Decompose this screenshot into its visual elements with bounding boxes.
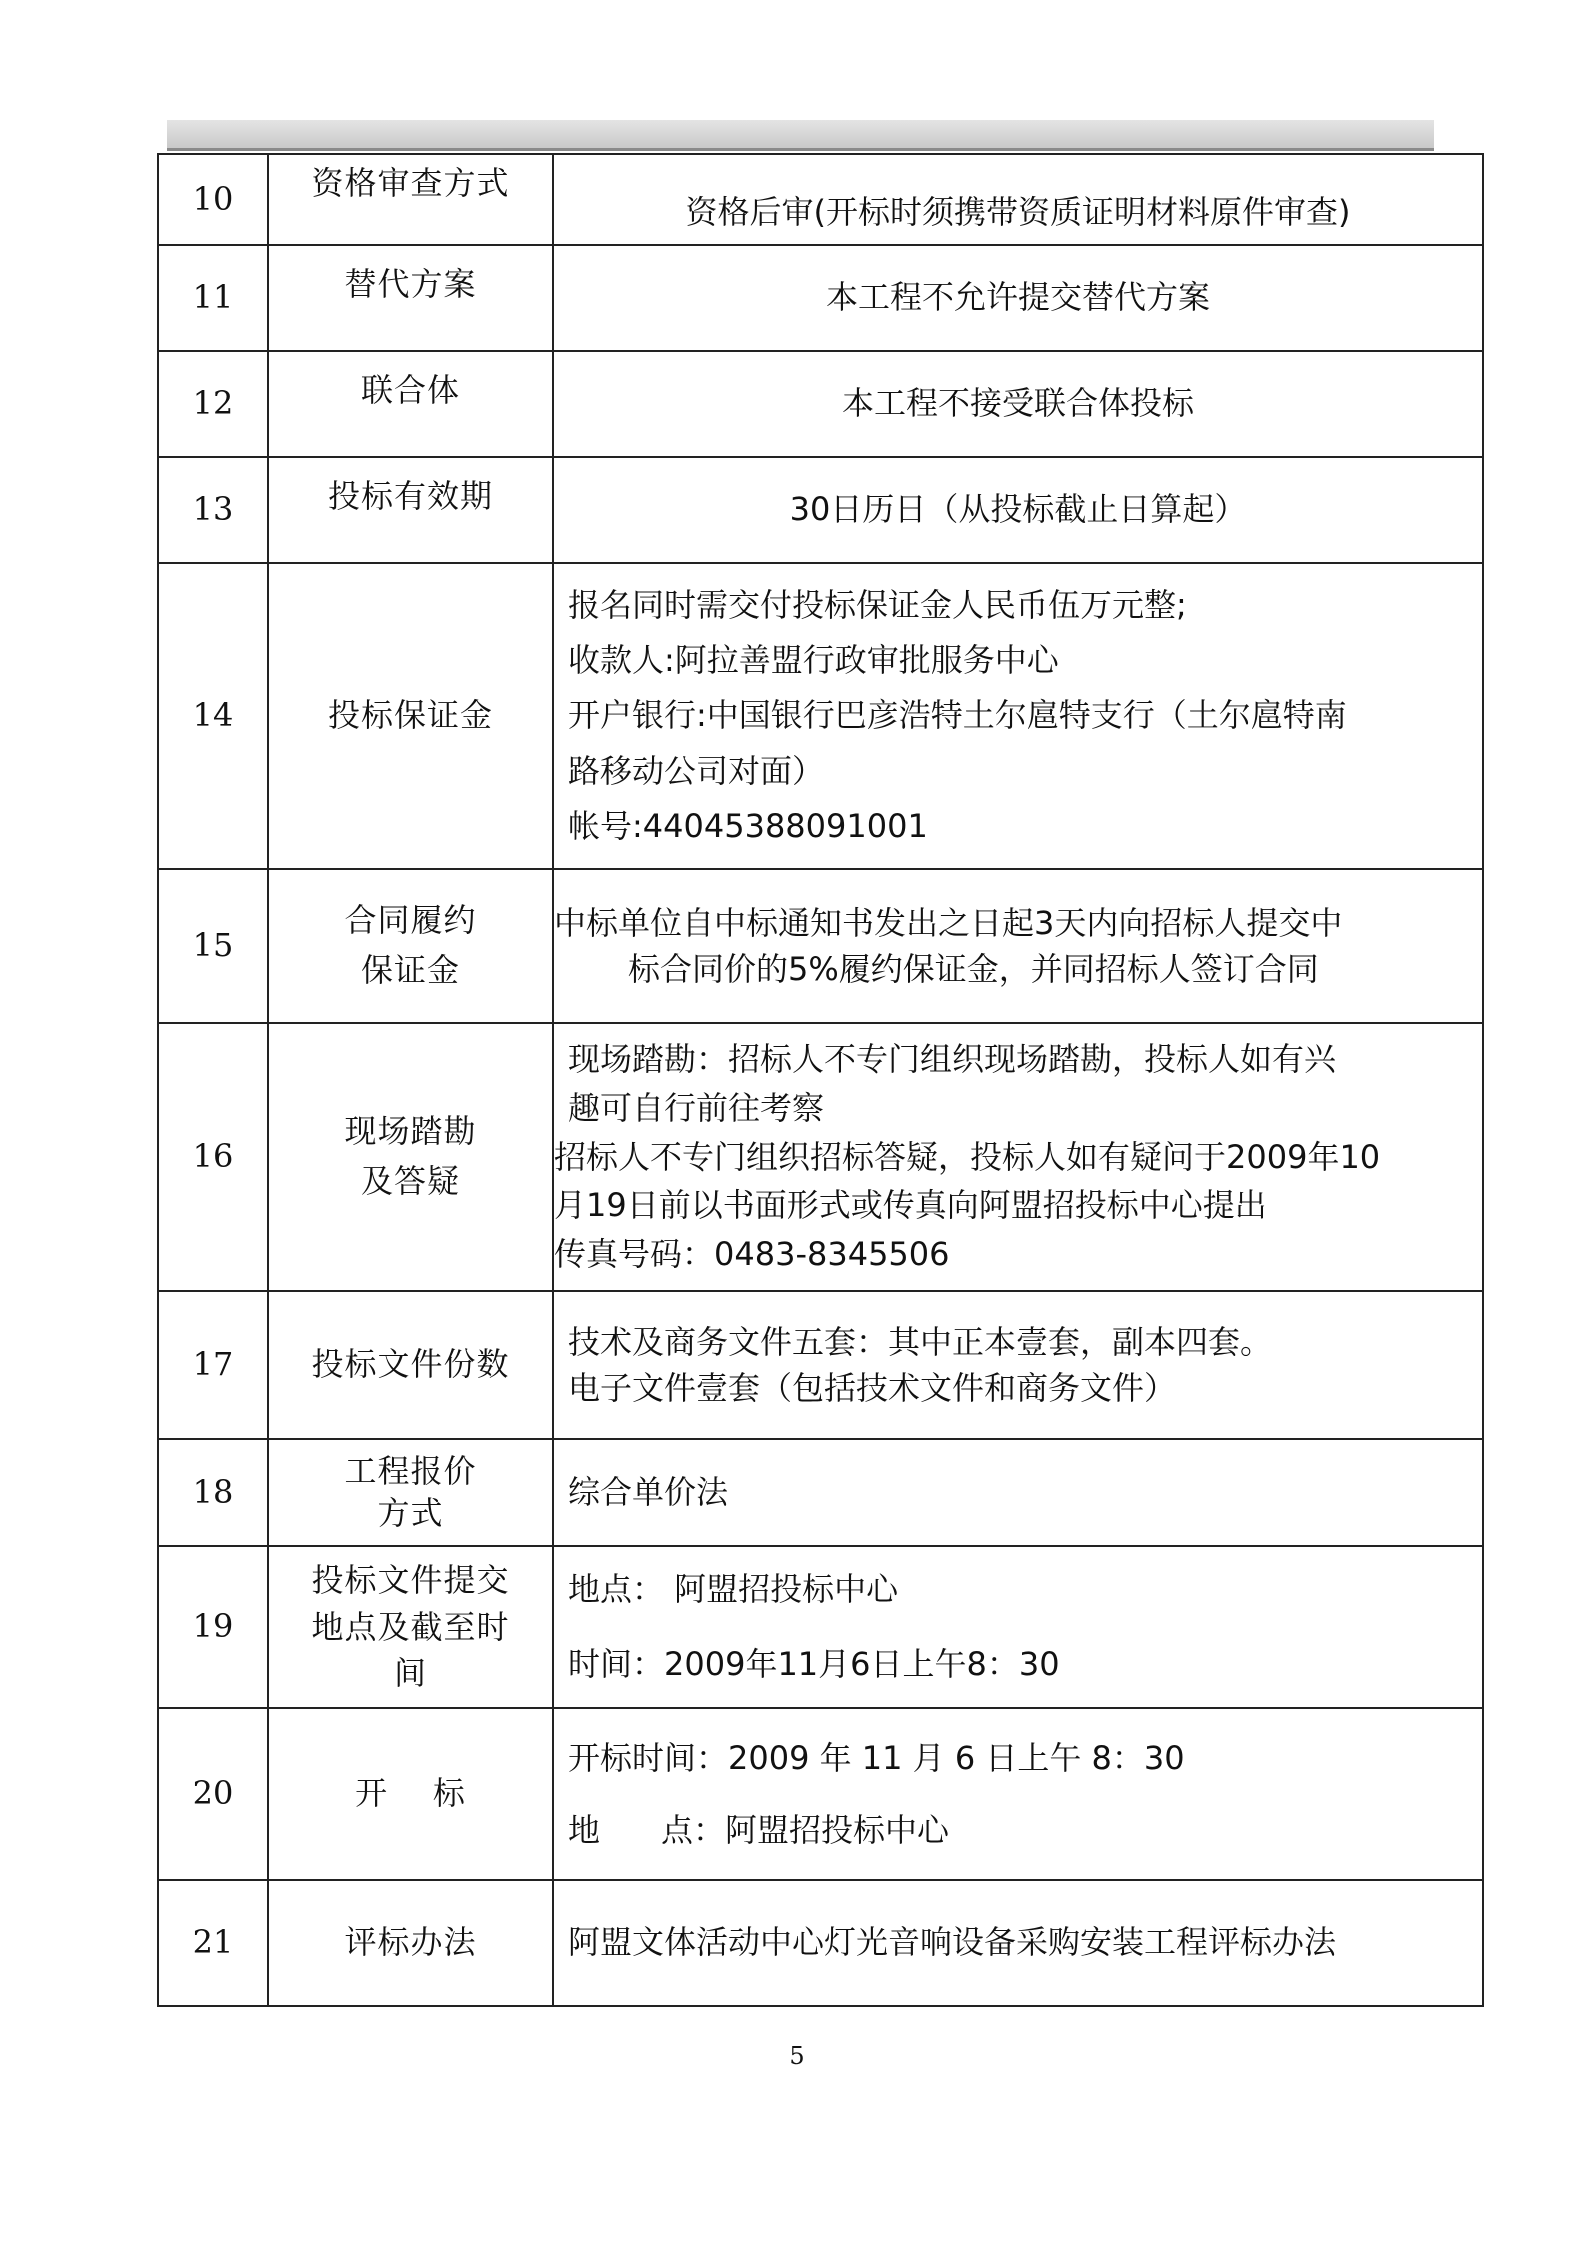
row-item-content: 阿盟文体活动中心灯光音响设备采购安装工程评标办法 <box>553 1880 1483 2006</box>
row-number: 13 <box>158 457 268 563</box>
row-item-content: 综合单价法 <box>553 1439 1483 1546</box>
page-header-bar <box>167 120 1434 151</box>
row-item-content: 地点： 阿盟招投标中心 时间：2009年11月6日上午8：30 <box>553 1546 1483 1708</box>
row-number: 12 <box>158 351 268 457</box>
row-item-content: 现场踏勘：招标人不专门组织现场踏勘，投标人如有兴 趣可自行前往考察 招标人不专门组织招标答疑，投标人如有疑问于2009年10 月19日前以书面形式或传真向阿盟招投标中心提出 传真号码：0483-8345506 <box>553 1023 1483 1291</box>
table-row <box>158 1291 1483 1439</box>
row-item-content: 本工程不允许提交替代方案 <box>553 245 1483 351</box>
row-item-name: 开 标 <box>268 1708 553 1880</box>
row-item-name: 投标保证金 <box>268 563 553 869</box>
row-number: 15 <box>158 869 268 1023</box>
row-number: 10 <box>158 154 268 245</box>
row-item-name: 投标有效期 <box>268 457 553 563</box>
row-number: 19 <box>158 1546 268 1708</box>
row-item-content: 中标单位自中标通知书发出之日起3天内向招标人提交中 标合同价的5%履约保证金，并同招标人签订合同 <box>553 869 1483 1023</box>
row-item-content: 30日历日（从投标截止日算起） <box>553 457 1483 563</box>
row-number: 20 <box>158 1708 268 1880</box>
row-item-content: 本工程不接受联合体投标 <box>553 351 1483 457</box>
tender-info-table <box>157 153 1484 2007</box>
row-item-name: 评标办法 <box>268 1880 553 2006</box>
row-item-name: 现场踏勘 及答疑 <box>268 1023 553 1291</box>
row-item-name: 资格审查方式 <box>268 154 553 245</box>
table-row <box>158 245 1483 351</box>
row-item-name: 投标文件提交 地点及截至时 间 <box>268 1546 553 1708</box>
row-number: 16 <box>158 1023 268 1291</box>
row-item-name: 工程报价 方式 <box>268 1439 553 1546</box>
table-row <box>158 154 1483 245</box>
row-item-content: 技术及商务文件五套：其中正本壹套，副本四套。 电子文件壹套（包括技术文件和商务文件） <box>553 1291 1483 1439</box>
row-item-name: 合同履约 保证金 <box>268 869 553 1023</box>
table-row <box>158 1708 1483 1880</box>
row-item-content: 开标时间：2009 年 11 月 6 日上午 8：30 地 点：阿盟招投标中心 <box>553 1708 1483 1880</box>
row-number: 17 <box>158 1291 268 1439</box>
row-item-content: 资格后审(开标时须携带资质证明材料原件审查) <box>553 154 1483 245</box>
table-row <box>158 1023 1483 1291</box>
table-row <box>158 563 1483 869</box>
row-number: 21 <box>158 1880 268 2006</box>
row-number: 18 <box>158 1439 268 1546</box>
table-row <box>158 1439 1483 1546</box>
table-row <box>158 457 1483 563</box>
table-row <box>158 869 1483 1023</box>
table-row <box>158 1546 1483 1708</box>
row-item-name: 投标文件份数 <box>268 1291 553 1439</box>
row-item-content: 报名同时需交付投标保证金人民币伍万元整; 收款人:阿拉善盟行政审批服务中心 开户银行:中国银行巴彦浩特土尔扈特支行（土尔扈特南 路移动公司对面） 帐号:44045388091001 <box>553 563 1483 869</box>
row-number: 11 <box>158 245 268 351</box>
row-item-name: 替代方案 <box>268 245 553 351</box>
row-item-name: 联合体 <box>268 351 553 457</box>
page-number: 5 <box>789 2042 805 2070</box>
table-row <box>158 1880 1483 2006</box>
row-number: 14 <box>158 563 268 869</box>
table-row <box>158 351 1483 457</box>
